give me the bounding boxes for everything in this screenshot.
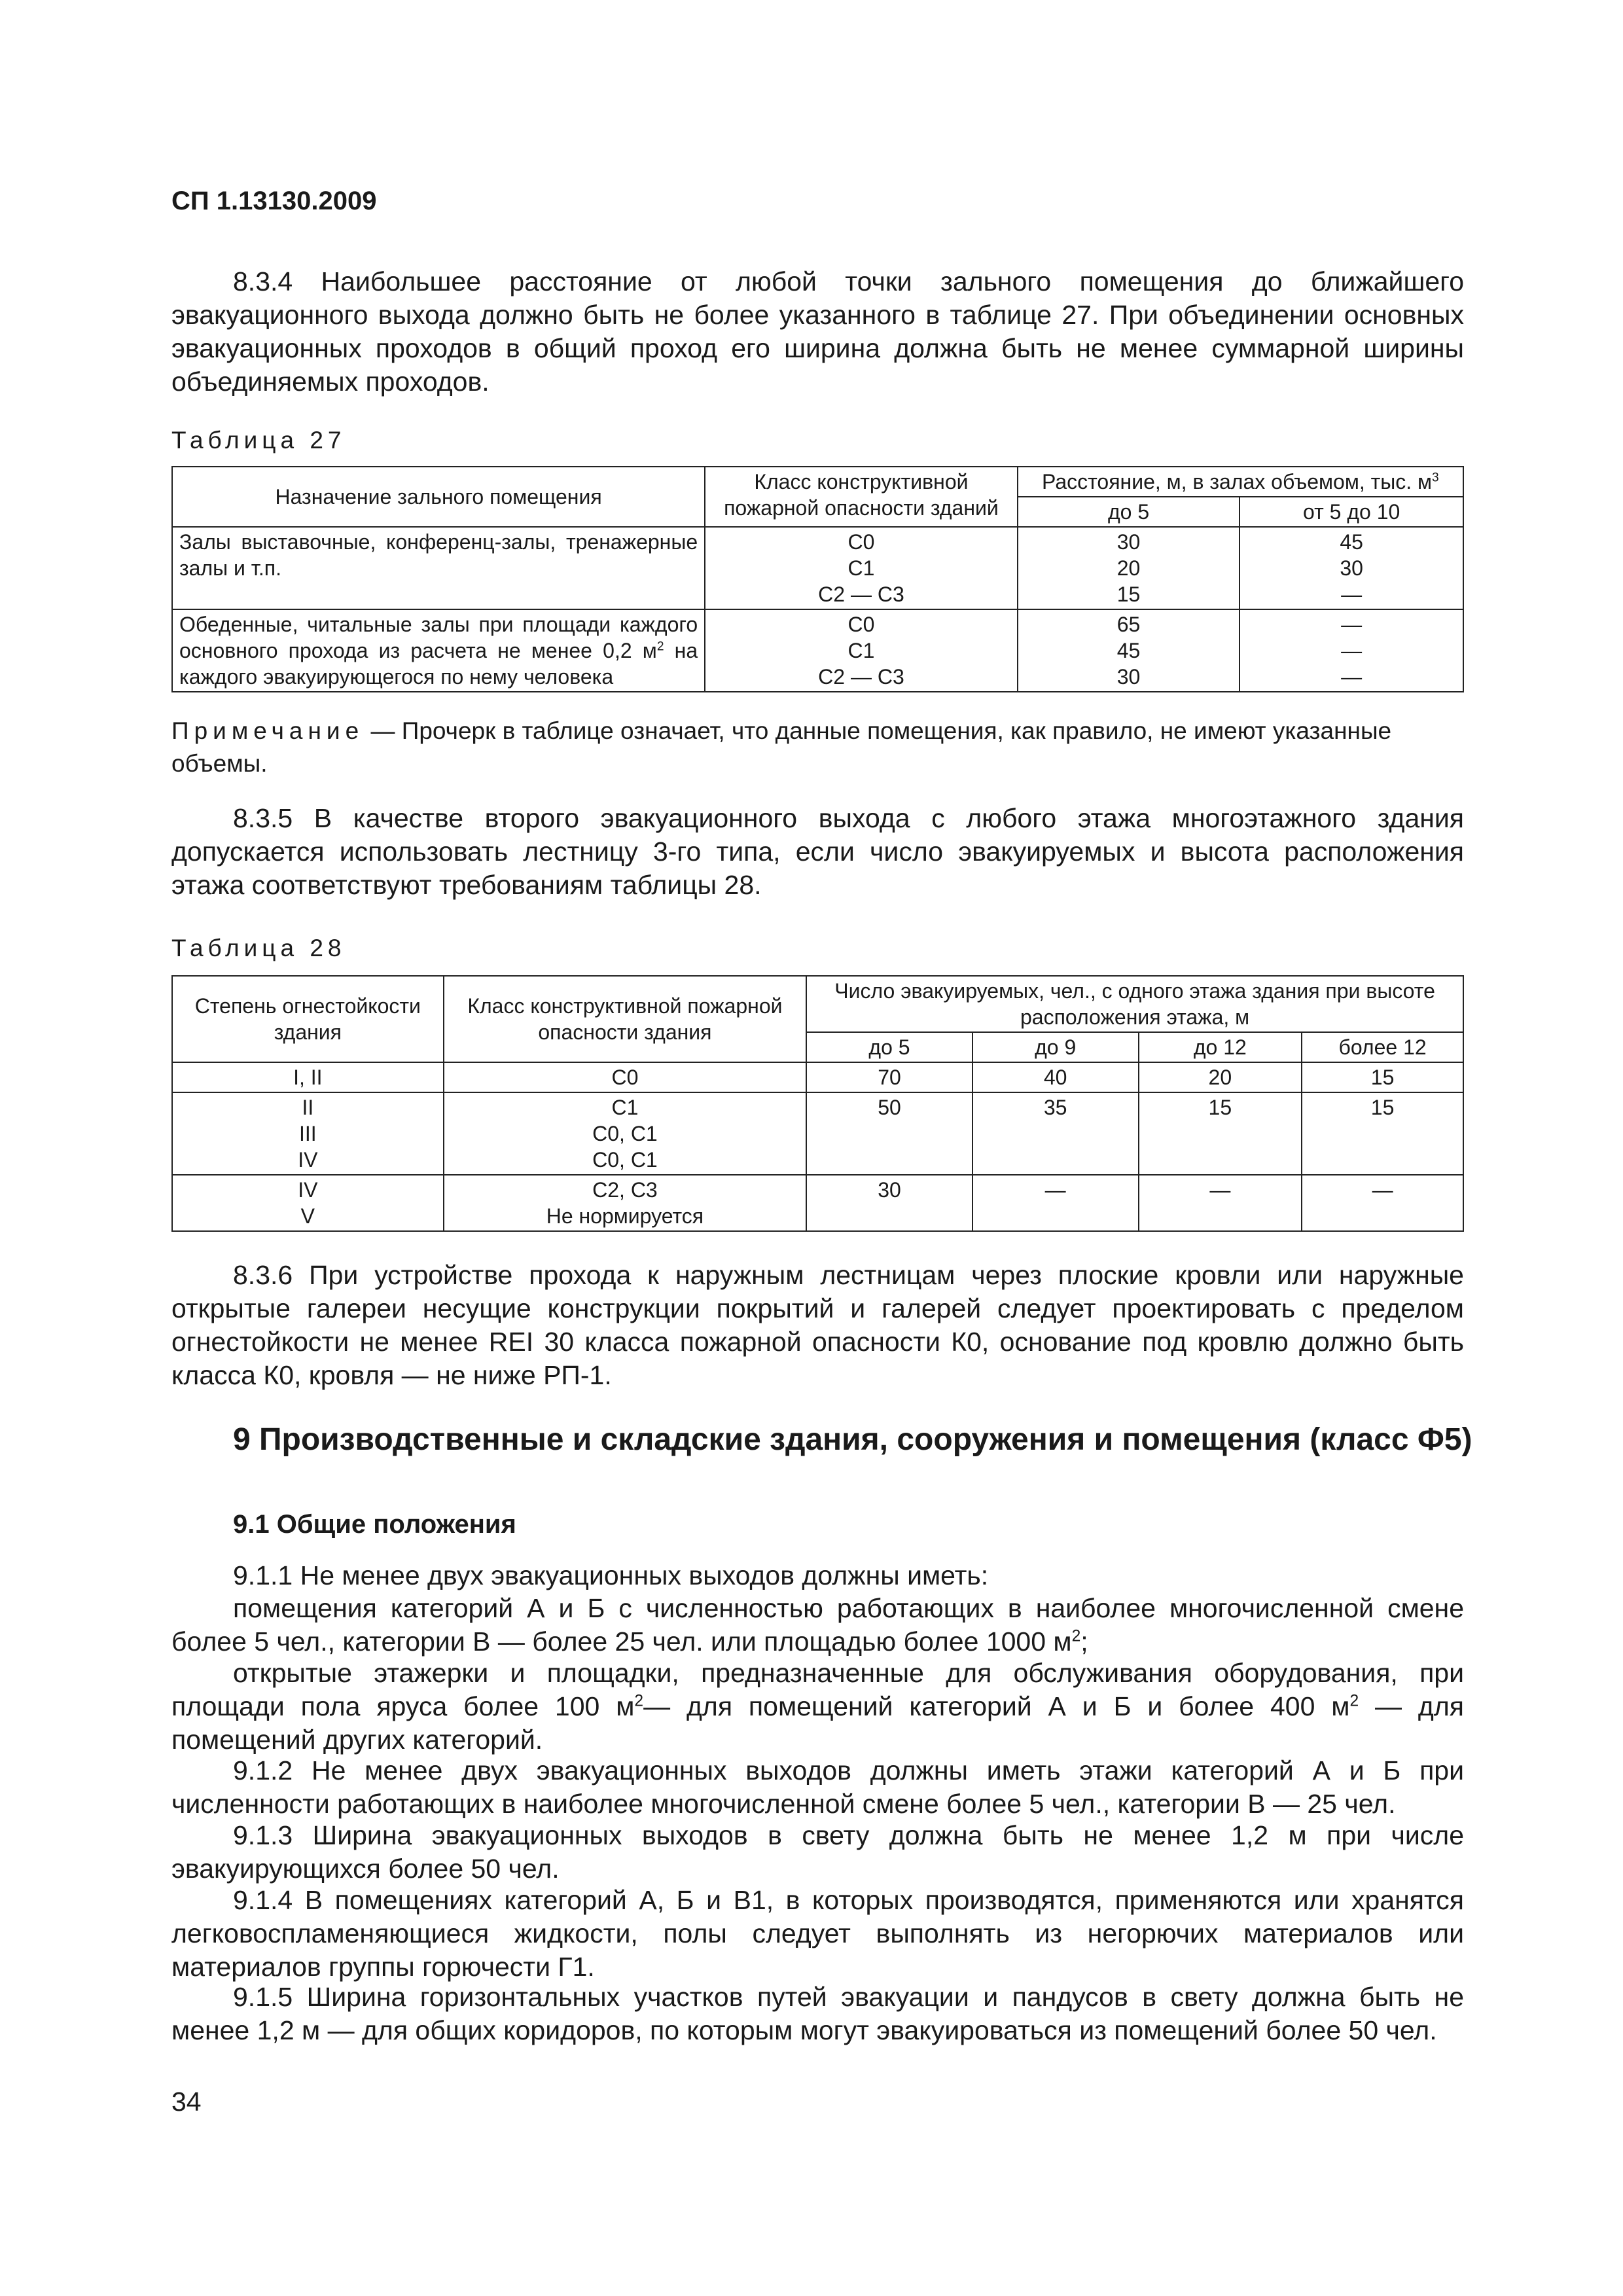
table-27-class-value: С0 [847,613,875,636]
table-28-cell-value: 15 [1302,1092,1463,1175]
table-27-cell-purpose: Залы выставочные, конференц-залы, тренажерные залы и т.п. [172,527,705,609]
table-27-class-value: С1 [847,639,875,662]
table-28-degree-value: III [299,1122,317,1145]
table-28-cell-value: — [1139,1175,1302,1231]
table-27-header-from5to10: от 5 до 10 [1240,497,1463,527]
table-27-header-purpose: Назначение зального помещения [172,467,705,527]
table-28-degree-value: IV [298,1178,318,1202]
table-28-degree-value: V [300,1204,315,1228]
para-text: — для помещений категорий А и Б и более 400 м [643,1691,1350,1721]
table-27-from5to10-value: — [1341,639,1363,662]
paragraph-9-1-1: 9.1.1 Не менее двух эвакуационных выходов должны иметь: [233,1560,989,1590]
subsection-9-1-title: 9.1 Общие положения [233,1510,516,1539]
table-27-upto5-value: 65 [1116,613,1141,636]
table-28-cell-value: 15 [1302,1062,1463,1092]
table-28-class-value: С0, С1 [592,1122,658,1145]
table-28-cell-value: 15 [1139,1092,1302,1175]
table-27-from5to10-value: 45 [1340,530,1363,554]
table-row [172,1175,1463,1231]
table-27-purpose-text-b: на каждого эвакуирующегося по нему человека [179,639,698,689]
table-28-cell-value: — [1302,1175,1463,1231]
document-code: СП 1.13130.2009 [171,187,377,215]
note-text: — Прочерк в таблице означает, что данные помещения, как правило, не имеют указанные объемы. [171,717,1392,777]
table-28-cell-value: 35 [972,1092,1139,1175]
table-27-header-upto5: до 5 [1018,497,1240,527]
table-28-cell-degree: I, II [172,1062,444,1092]
table-27-purpose-text-a: Обеденные, читальные залы при площади каждого основного прохода из расчета не менее 0,2 м [179,613,698,662]
note-label: Примечание [171,717,365,744]
paragraph-9-1-5: 9.1.5 Ширина горизонтальных участков путей эвакуации и пандусов в свету должна быть не менее 1,2 м — для общих коридоров, по которым могут эвакуироваться из помещений более 50 чел. [171,1982,1464,2045]
table-27-note [171,715,1464,780]
table-27-from5to10-value: — [1341,583,1363,606]
table-28-header-height: до 9 [972,1032,1139,1062]
table-27-cell-upto5 [1018,609,1240,692]
table-28-cell-value: 50 [806,1092,972,1175]
table-28-header-count: Число эвакуируемых, чел., с одного этажа здания при высоте расположения этажа, м [806,976,1463,1032]
table-row [172,609,1463,692]
table-27-purpose-sup: 2 [656,639,664,654]
table-28-cell-value: 20 [1139,1062,1302,1092]
paragraph-9-1-1-a [171,1592,1464,1659]
table-27 [171,466,1464,692]
table-27-header-distance-sup: 3 [1432,471,1439,485]
table-28-degree-value: IV [298,1148,318,1172]
table-28-class-value: С2, С3 [592,1178,658,1202]
table-28-cell-class [444,1092,806,1175]
page-number: 34 [171,2087,202,2117]
table-28-cell-value: 40 [972,1062,1139,1092]
table-28-caption: Таблица 28 [171,935,346,961]
superscript: 2 [634,1692,644,1710]
table-row [172,527,1463,609]
table-27-upto5-value: 30 [1116,530,1141,554]
table-28-header-height: до 12 [1139,1032,1302,1062]
para-text: — для помещений других категорий. [171,1691,1464,1755]
table-27-class-value: С1 [847,556,875,580]
table-28-cell-value: 70 [806,1062,972,1092]
table-28-cell-value: — [972,1175,1139,1231]
para-text: открытые этажерки и площадки, предназначенные для обслуживания оборудования, при площади пола яруса более 100 м [171,1658,1464,1721]
table-27-from5to10-value: — [1341,613,1363,636]
table-28-header-height: более 12 [1302,1032,1463,1062]
table-27-cell-class [705,609,1018,692]
paragraph-8-3-4: 8.3.4 Наибольшее расстояние от любой точки зального помещения до ближайшего эвакуационного выхода должно быть не более указанного в таблице 27. При объединении основных эвакуационных проходов в общий проход его ширина должна быть не менее суммарной ширины объединяемых проходов. [171,266,1464,397]
table-28-cell-class [444,1175,806,1231]
table-row [172,1062,1463,1092]
table-27-cell-purpose [172,609,705,692]
table-28-header-height: до 5 [806,1032,972,1062]
paragraph-8-3-5: 8.3.5 В качестве второго эвакуационного выхода с любого этажа многоэтажного здания допускается использовать лестницу 3-го типа, если число эвакуируемых и высота расположения этажа соответствуют требованиям таблицы 28. [171,803,1464,900]
table-28-class-value: С1 [611,1096,639,1119]
table-27-upto5-value: 45 [1116,639,1141,662]
table-27-cell-from5to10 [1240,527,1463,609]
table-27-header-distance-text: Расстояние, м, в залах объемом, тыс. м [1042,470,1433,493]
table-28-cell-value: 30 [806,1175,972,1231]
paragraph-9-1-1-b [171,1657,1464,1757]
table-27-cell-from5to10 [1240,609,1463,692]
table-28-header-class: Класс конструктивной пожарной опасности здания [444,976,806,1062]
superscript: 2 [1349,1692,1359,1710]
paragraph-9-1-4: 9.1.4 В помещениях категорий А, Б и В1, в которых производятся, применяются или хранятся легковоспламеняющиеся жидкости, полы следует выполнять из негорючих материалов или материалов группы горючести Г1. [171,1885,1464,1982]
para-text: помещения категорий А и Б с численностью работающих в наиболее многочисленной смене более 5 чел., категории В — более 25 чел. или площадью более 1000 м [171,1593,1464,1657]
table-27-class-value: С2 — С3 [818,665,904,689]
table-27-from5to10-value: — [1341,665,1363,689]
table-28 [171,975,1464,1232]
table-27-header-distance [1018,467,1463,497]
table-27-upto5-value: 30 [1116,665,1141,689]
table-28-header-degree: Степень огнестойкости здания [172,976,444,1062]
table-27-caption: Таблица 27 [171,427,346,454]
table-28-class-value: С0, С1 [592,1148,658,1172]
paragraph-8-3-6: 8.3.6 При устройстве прохода к наружным лестницам через плоские кровли или наружные открытые галереи несущие конструкции покрытий и галерей следует проектировать с пределом огнестойкости не менее REI 30 класса пожарной опасности К0, основание под кровлю должно быть класса К0, кровля — не ниже РП-1. [171,1260,1464,1390]
section-9-title: 9 Производственные и складские здания, сооружения и помещения (класс Ф5) [233,1422,1472,1457]
table-27-cell-class [705,527,1018,609]
paragraph-9-1-3: 9.1.3 Ширина эвакуационных выходов в свету должна быть не менее 1,2 м при числе эвакуирующихся более 50 чел. [171,1820,1464,1884]
table-27-header-class: Класс конструктивной пожарной опасности зданий [705,467,1018,527]
table-28-cell-degree [172,1092,444,1175]
table-27-upto5-value: 15 [1116,583,1141,606]
table-28-cell-degree [172,1175,444,1231]
superscript: 2 [1071,1627,1081,1645]
paragraph-9-1-2: 9.1.2 Не менее двух эвакуационных выходов должны иметь этажи категорий А и Б при численности работающих в наиболее многочисленной смене более 5 чел., категории В — 25 чел. [171,1755,1464,1819]
table-28-degree-value: II [302,1096,314,1119]
para-text: ; [1080,1626,1088,1657]
table-27-class-value: С2 — С3 [818,583,904,606]
table-row [172,1092,1463,1175]
table-28-class-value: Не нормируется [546,1204,704,1228]
table-28-cell-class: С0 [444,1062,806,1092]
table-27-upto5-value: 20 [1116,556,1141,580]
table-27-from5to10-value: 30 [1340,556,1363,580]
table-27-class-value: С0 [847,530,875,554]
table-27-cell-upto5 [1018,527,1240,609]
